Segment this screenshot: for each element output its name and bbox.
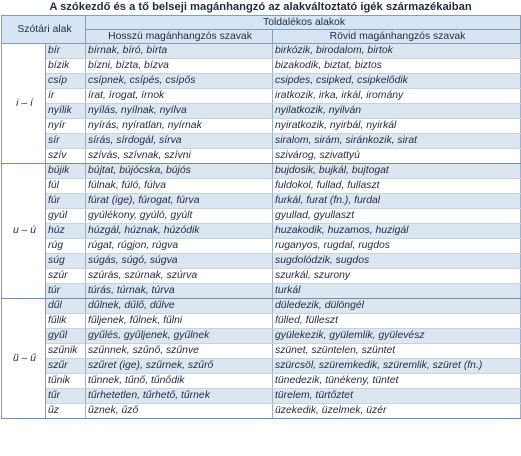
table-row (2, 209, 521, 224)
vowel-pair-label: ü – ű (2, 299, 46, 419)
short-vowel-forms-cell: siralom, sirám, siránkozik, sirat (273, 134, 521, 149)
short-vowel-forms-cell: szürcsöl, szüremkedik, szüremlik, szüret (fn.) (273, 359, 521, 374)
dictionary-form-cell: bújik (46, 164, 86, 179)
dictionary-form-cell: bír (46, 44, 86, 59)
dictionary-form-cell: szúr (46, 269, 86, 284)
dictionary-form-cell: nyír (46, 119, 86, 134)
table-row (2, 164, 521, 179)
table-body (2, 44, 521, 419)
vowel-pair-label: i – í (2, 44, 46, 164)
dictionary-form-cell: húz (46, 224, 86, 239)
long-vowel-forms-cell: gyúlékony, gyúló, gyúlt (86, 209, 273, 224)
dictionary-form-cell: csíp (46, 74, 86, 89)
table-row (2, 134, 521, 149)
long-vowel-forms-cell: dűlnek, dűlő, dűlve (86, 299, 273, 314)
long-vowel-forms-cell: nyírás, nyíratlan, nyírnak (86, 119, 273, 134)
long-vowel-forms-cell: rúgat, rúgjon, rúgva (86, 239, 273, 254)
table-row (2, 104, 521, 119)
dictionary-form-cell: nyílik (46, 104, 86, 119)
table-row (2, 194, 521, 209)
table-row (2, 254, 521, 269)
short-vowel-forms-cell: üzekedik, üzelmek, üzér (273, 404, 521, 419)
dictionary-form-cell: fúl (46, 179, 86, 194)
dictionary-form-cell: gyűl (46, 329, 86, 344)
long-vowel-forms-cell: bízni, bízta, bízva (86, 59, 273, 74)
table-row (2, 269, 521, 284)
table-row (2, 149, 521, 164)
long-vowel-forms-cell: szúrás, szúrnak, szúrva (86, 269, 273, 284)
dictionary-form-cell: szív (46, 149, 86, 164)
long-vowel-forms-cell: húzgál, húznak, húzódik (86, 224, 273, 239)
table-row (2, 224, 521, 239)
long-vowel-forms-cell: írat, írogat, írnok (86, 89, 273, 104)
table-row (2, 59, 521, 74)
header-suffixed-forms: Toldalékos alakok (86, 16, 521, 30)
short-vowel-forms-cell: gyülekezik, gyülemlik, gyülevész (273, 329, 521, 344)
table-row (2, 239, 521, 254)
short-vowel-forms-cell: fülled, fülleszt (273, 314, 521, 329)
long-vowel-forms-cell: űznek, űző (86, 404, 273, 419)
table-row (2, 89, 521, 104)
short-vowel-forms-cell: turkál (273, 284, 521, 299)
dictionary-form-cell: tűr (46, 389, 86, 404)
long-vowel-forms-cell: csípnek, csípés, csípős (86, 74, 273, 89)
short-vowel-forms-cell: bujdosik, bujkál, bujtogat (273, 164, 521, 179)
long-vowel-forms-cell: túrás, túrnak, túrva (86, 284, 273, 299)
table-title: A szókezdő és a tő belseji magánhangzó az alakváltoztató igék származékaiban (49, 1, 472, 13)
table-row (2, 329, 521, 344)
short-vowel-forms-cell: düledezik, dülöngél (273, 299, 521, 314)
short-vowel-forms-cell: tünedezik, tünékeny, tüntet (273, 374, 521, 389)
short-vowel-forms-cell: gyullad, gyullaszt (273, 209, 521, 224)
dictionary-form-cell: dűl (46, 299, 86, 314)
dictionary-form-cell: szűr (46, 359, 86, 374)
table-row (2, 74, 521, 89)
table-row (2, 119, 521, 134)
short-vowel-forms-cell: bizakodik, biztat, biztos (273, 59, 521, 74)
table-row (2, 374, 521, 389)
short-vowel-forms-cell: ruganyos, rugdal, rugdos (273, 239, 521, 254)
table-row (2, 314, 521, 329)
short-vowel-forms-cell: szurkál, szurony (273, 269, 521, 284)
long-vowel-forms-cell: szívás, szívnak, szívni (86, 149, 273, 164)
table-row (2, 389, 521, 404)
dictionary-form-cell: sír (46, 134, 86, 149)
dictionary-form-cell: fűlik (46, 314, 86, 329)
table-row (2, 344, 521, 359)
table-row (2, 44, 521, 59)
long-vowel-forms-cell: bírnak, bíró, bírta (86, 44, 273, 59)
header-root-form: Szótári alak (2, 16, 86, 44)
table-row (2, 404, 521, 419)
short-vowel-forms-cell: szünet, szüntelen, szüntet (273, 344, 521, 359)
short-vowel-forms-cell: sugdolódzik, sugdos (273, 254, 521, 269)
dictionary-form-cell: gyúl (46, 209, 86, 224)
long-vowel-forms-cell: sírás, sírdogál, sírva (86, 134, 273, 149)
short-vowel-forms-cell: türelem, türtőztet (273, 389, 521, 404)
short-vowel-forms-cell: birkózik, birodalom, birtok (273, 44, 521, 59)
dictionary-form-cell: rúg (46, 239, 86, 254)
long-vowel-forms-cell: fúrat (ige), fúrogat, fúrva (86, 194, 273, 209)
long-vowel-forms-cell: tűnnek, tűnő, tűnődik (86, 374, 273, 389)
short-vowel-forms-cell: furkál, furat (fn.), furdal (273, 194, 521, 209)
long-vowel-forms-cell: bújtat, bújócska, bújós (86, 164, 273, 179)
long-vowel-forms-cell: fúlnak, fúló, fúlva (86, 179, 273, 194)
dictionary-form-cell: űz (46, 404, 86, 419)
vowel-pair-label: u – ú (2, 164, 46, 299)
long-vowel-forms-cell: tűrhetetlen, tűrhető, tűrnek (86, 389, 273, 404)
long-vowel-forms-cell: nyílás, nyílnak, nyílva (86, 104, 273, 119)
short-vowel-forms-cell: nyilatkozik, nyilván (273, 104, 521, 119)
short-vowel-forms-cell: nyiratkozik, nyirbál, nyirkál (273, 119, 521, 134)
table-row (2, 284, 521, 299)
short-vowel-forms-cell: fuldokol, fullad, fullaszt (273, 179, 521, 194)
long-vowel-forms-cell: fűljenek, fűlnek, fűlni (86, 314, 273, 329)
table-row (2, 179, 521, 194)
long-vowel-forms-cell: szűnnek, szűnő, szűnve (86, 344, 273, 359)
short-vowel-forms-cell: iratkozik, irka, irkál, iromány (273, 89, 521, 104)
long-vowel-forms-cell: súgás, súgó, súgva (86, 254, 273, 269)
dictionary-form-cell: tűnik (46, 374, 86, 389)
header-short-vowel: Rövid magánhangzós szavak (273, 30, 521, 44)
dictionary-form-cell: túr (46, 284, 86, 299)
long-vowel-forms-cell: szűret (ige), szűrnek, szűrő (86, 359, 273, 374)
dictionary-form-cell: szűnik (46, 344, 86, 359)
table-row (2, 359, 521, 374)
dictionary-form-cell: bízik (46, 59, 86, 74)
table-row (2, 299, 521, 314)
long-vowel-forms-cell: gyűlés, gyűljenek, gyűlnek (86, 329, 273, 344)
dictionary-form-cell: súg (46, 254, 86, 269)
dictionary-form-cell: fúr (46, 194, 86, 209)
short-vowel-forms-cell: szivárog, szivattyú (273, 149, 521, 164)
header-long-vowel: Hosszú magánhangzós szavak (86, 30, 273, 44)
short-vowel-forms-cell: huzakodik, huzamos, huzigál (273, 224, 521, 239)
short-vowel-forms-cell: csipdes, csipked, csipkelődik (273, 74, 521, 89)
word-forms-table (1, 15, 521, 419)
dictionary-form-cell: ír (46, 89, 86, 104)
